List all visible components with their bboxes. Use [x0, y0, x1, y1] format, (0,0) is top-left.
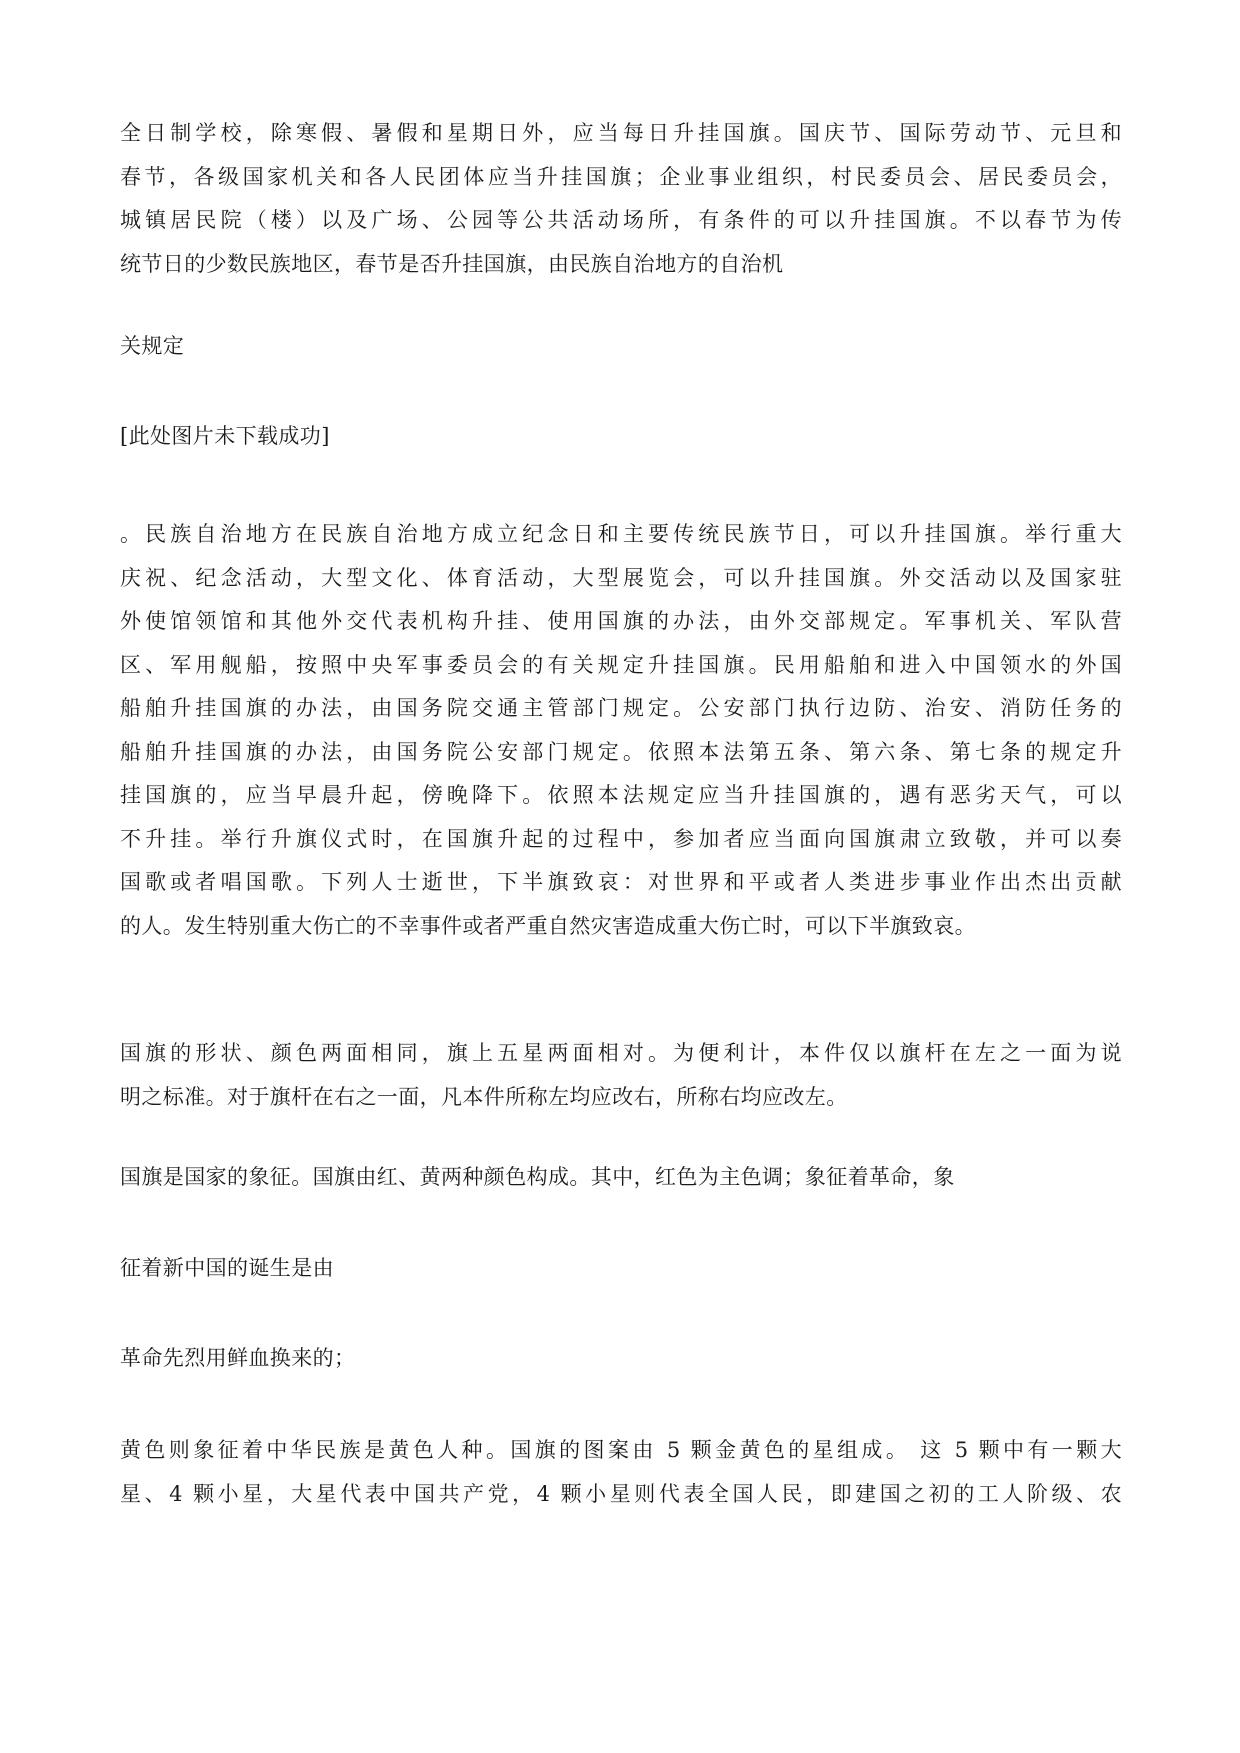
paragraph-flag-regulations [120, 513, 1122, 948]
text-line: 船舶升挂国旗的办法，由国务院交通主管部门规定。公安部门执行边防、治安、消防任务的 [120, 696, 1122, 720]
text-line: 国旗的形状、颜色两面相同，旗上五星两面相对。为便利计，本件仅以旗杆在左之一面为说 [120, 1041, 1122, 1065]
text-line: [此处图片未下载成功] [120, 424, 330, 448]
missing-image-placeholder [120, 421, 1122, 451]
text-line: 庆祝、纪念活动，大型文化、体育活动，大型展览会，可以升挂国旗。外交活动以及国家驻 [120, 565, 1122, 590]
paragraph-continuation [120, 331, 1122, 361]
paragraph-continuation [120, 1343, 1122, 1373]
text-line: 国歌或者唱国歌。下列人士逝世，下半旗致哀：对世界和平或者人类进步事业作出杰出贡献 [120, 870, 1122, 894]
text-line: 不升挂。举行升旗仪式时，在国旗升起的过程中，参加者应当面向国旗肃立致敬，并可以奏 [120, 826, 1122, 851]
text-line: 黄色则象征着中华民族是黄色人种。国旗的图案由 5 颗金黄色的星组成。 这 5 颗中有一颗大 [120, 1438, 1122, 1462]
paragraph-yellow-stars [120, 1429, 1122, 1516]
text-line: 外使馆领馆和其他外交代表机构升挂、使用国旗的办法，由外交部规定。军事机关、军队营 [120, 609, 1122, 633]
text-line: 区、军用舰船，按照中央军事委员会的有关规定升挂国旗。民用船舶和进入中国领水的外国 [120, 652, 1122, 677]
text-line: 船舶升挂国旗的办法，由国务院公安部门规定。依照本法第五条、第六条、第七条的规定升 [120, 739, 1122, 764]
text-line: 革命先烈用鲜血换来的； [120, 1346, 356, 1370]
text-line: 国旗是国家的象征。国旗由红、黄两种颜色构成。其中，红色为主色调；象征着革命，象 [120, 1165, 955, 1189]
text-line: 的人。发生特别重大伤亡的不幸事件或者严重自然灾害造成重大伤亡时，可以下半旗致哀。 [120, 913, 976, 938]
text-line: 明之标准。对于旗杆在右之一面，凡本件所称左均应改右，所称右均应改左。 [120, 1084, 848, 1109]
text-line: 挂国旗的，应当早晨升起，傍晚降下。依照本法规定应当升挂国旗的，遇有恶劣天气，可以 [120, 783, 1122, 807]
text-line: 统节日的少数民族地区，春节是否升挂国旗，由民族自治地方的自治机 [120, 251, 784, 276]
paragraph-flag-sides [120, 1032, 1122, 1119]
paragraph-flag-days [120, 112, 1122, 286]
text-line: 星、4 颗小星，大星代表中国共产党，4 颗小星则代表全国人民，即建国之初的工人阶级、农 [120, 1481, 1122, 1506]
text-line: 。民族自治地方在民族自治地方成立纪念日和主要传统民族节日，可以升挂国旗。举行重大 [120, 522, 1122, 546]
paragraph-continuation [120, 1253, 1122, 1283]
text-line: 关规定 [120, 334, 185, 358]
text-line: 征着新中国的诞生是由 [120, 1256, 334, 1280]
text-line: 城镇居民院（楼）以及广场、公园等公共活动场所，有条件的可以升挂国旗。不以春节为传 [120, 208, 1122, 232]
text-line: 全日制学校，除寒假、暑假和星期日外，应当每日升挂国旗。国庆节、国际劳动节、元旦和 [120, 121, 1122, 145]
text-line: 春节，各级国家机关和各人民团体应当升挂国旗；企业事业组织，村民委员会、居民委员会， [120, 164, 1122, 189]
paragraph-flag-symbol [120, 1162, 1122, 1192]
